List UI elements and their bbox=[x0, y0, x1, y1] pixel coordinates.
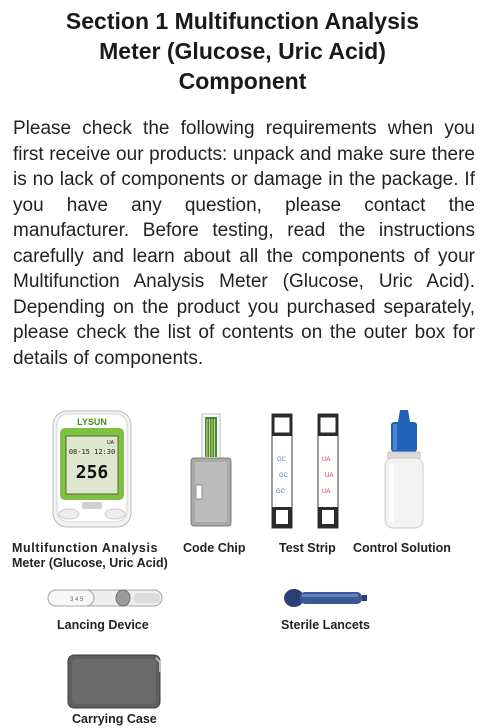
meter-label-line-1: Multifunction Analysis bbox=[12, 541, 159, 555]
meter-label bbox=[12, 541, 158, 555]
svg-text:GC: GC bbox=[279, 473, 288, 479]
carrying-case-image bbox=[66, 652, 162, 710]
control-solution-label: Control Solution bbox=[353, 541, 451, 555]
svg-text:UA: UA bbox=[322, 457, 331, 463]
carrying-case-label: Carrying Case bbox=[72, 712, 157, 726]
control-solution-image bbox=[380, 408, 428, 530]
meter-reading: 256 bbox=[75, 462, 109, 483]
lancing-device-label: Lancing Device bbox=[57, 618, 149, 632]
test-strip-label: Test Strip bbox=[279, 541, 336, 555]
svg-text:GC: GC bbox=[277, 457, 286, 463]
test-strip-image bbox=[270, 413, 340, 529]
meter-label-line-2-wrap bbox=[12, 556, 168, 570]
title-line-1: Section 1 Multifunction Analysis bbox=[65, 8, 420, 34]
meter-label-line-2: Meter (Glucose, Uric Acid) bbox=[12, 556, 168, 570]
section-title bbox=[0, 6, 485, 96]
svg-text:UA: UA bbox=[322, 489, 331, 495]
title-line-3: Component bbox=[178, 68, 307, 94]
code-chip-label: Code Chip bbox=[183, 541, 246, 555]
meter-image bbox=[52, 410, 132, 528]
sterile-lancets-label: Sterile Lancets bbox=[281, 618, 370, 632]
svg-text:UA: UA bbox=[325, 473, 334, 479]
svg-text:3 4 5: 3 4 5 bbox=[70, 597, 84, 603]
meter-brand: LYSUN bbox=[77, 417, 107, 427]
meter-date-time: 08-15 12:30 bbox=[68, 448, 116, 456]
title-line-2: Meter (Glucose, Uric Acid) bbox=[99, 38, 386, 64]
sterile-lancets-image bbox=[282, 586, 368, 610]
intro-paragraph: Please check the following requirements when you first receive our products: unpack and make sure there is no lack of components or damage in the package. If you have any question, please contact the manufacturer. Before testing, read the instructions carefully and learn about all the components of your Multifunction Analysis Meter (Glucose, Uric Acid). Depending on the product you purchased separately, please check the list of contents on the outer box for details of components. bbox=[13, 118, 475, 369]
code-chip-image bbox=[190, 413, 232, 527]
meter-unit: UA bbox=[107, 440, 114, 446]
lancing-device-image bbox=[44, 580, 166, 614]
svg-text:GC: GC bbox=[276, 489, 285, 495]
